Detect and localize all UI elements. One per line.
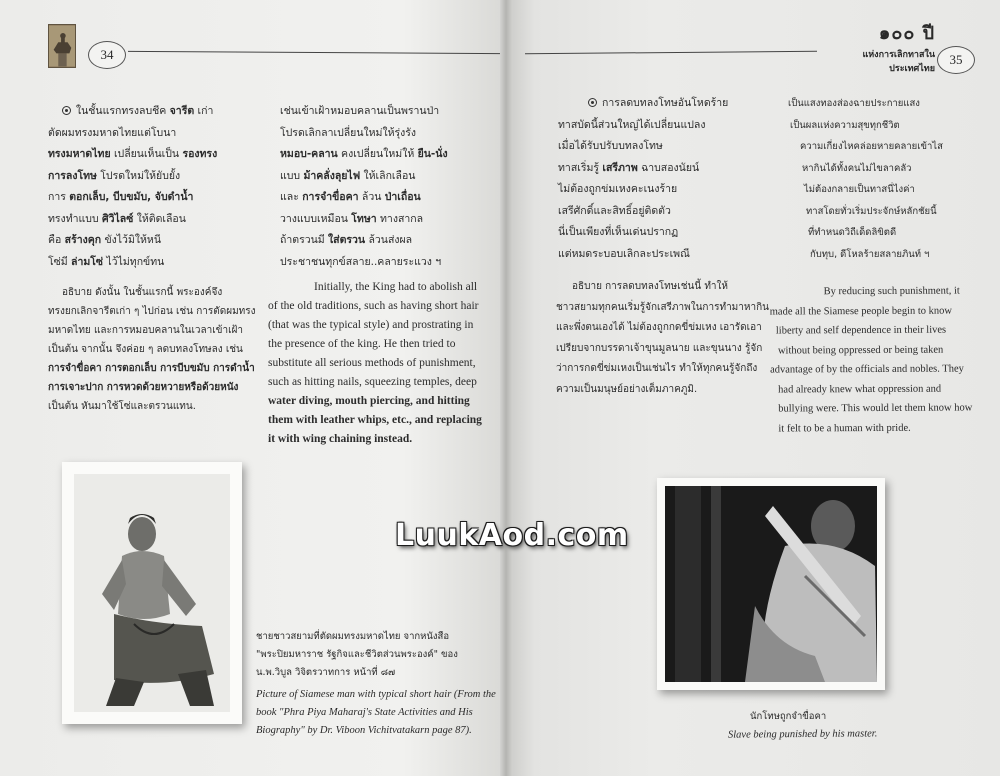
verse-line: หมอบ-คลาน คงเปลี่ยนใหม่ให้ ยืน-นั่ง bbox=[280, 148, 448, 160]
explanation-line: การเจาะปาก การหวดด้วยหวายหรือด้วยหนัง bbox=[48, 382, 239, 393]
punished-slave-photo bbox=[657, 478, 885, 690]
verse-line: แต่หมดระบอบเลิกละประเพณี bbox=[558, 247, 690, 260]
header-rule-left bbox=[128, 51, 500, 54]
explanation-line: ว่าการกดขี่ข่มเหงเป็นเช่นไร ทำให้ทุกคนรู้จักถึง bbox=[556, 363, 758, 374]
verse-line: ทรงทำแบบ ศิวิไลซ์ ให้ติดเลือน bbox=[48, 212, 186, 225]
left-thai-verse-col2 bbox=[280, 101, 448, 273]
caption-thai-line: ชายชาวสยามที่ตัดผมทรงมหาดไทย จากหนังสือ bbox=[256, 631, 450, 642]
caption-thai-line: "พระปิยมหาราช รัฐกิจและชีวิตส่วนพระองค์" ของ bbox=[256, 649, 458, 660]
verse-line: ประชาชนทุกข์สลาย..คลายระแวง ฯ bbox=[280, 255, 442, 268]
english-line: them with leather whips, etc., and replacing bbox=[268, 414, 482, 426]
verse-line: การ ตอกเล็บ, บีบขมับ, จับดำน้ำ bbox=[48, 191, 194, 203]
verse-line: ไม่ต้องกลายเป็นทาสนี่ไงค่า bbox=[804, 184, 915, 195]
verse-line: เป็นผลแห่งความสุขทุกชีวิต bbox=[790, 119, 900, 131]
explanation-line: ทรงยกเลิกจารีตเก่า ๆ ไปก่อน เช่น การตัดผมทรง bbox=[48, 306, 256, 317]
verse-line: โปรดเลิกลาเปลี่ยนใหม่ให้รุ่งรัง bbox=[280, 126, 417, 139]
verse-line: วางแบบเหมือน โทษา ทางสากล bbox=[280, 212, 424, 225]
english-line: Initially, the King had to abolish all bbox=[314, 281, 478, 293]
verse-line: ไม่ต้องถูกข่มเหงคะเนงร้าย bbox=[558, 183, 678, 195]
explanation-line: อธิบาย การลดบทลงโทษเช่นนี้ ทำให้ bbox=[572, 281, 729, 292]
verse-line: ทาสเริ่มรู้ เสรีภาพ ฉาบสองนัยน์ bbox=[558, 161, 700, 174]
page-number-right: 35 bbox=[937, 46, 975, 74]
header-subtitle: แห่งการเลิกทาสในประเทศไทย bbox=[862, 50, 935, 74]
explanation-line: อธิบาย ดังนั้น ในชั้นแรกนี้ พระองค์จึง bbox=[62, 287, 223, 298]
verse-line: และ การจำขื่อคา ล้วน ป่าเถื่อน bbox=[280, 191, 421, 203]
caption-english-line: Biography" by Dr. Viboon Vichitvatakarn page 87). bbox=[256, 725, 472, 736]
english-line: the presence of the king. He then tried to bbox=[268, 338, 456, 350]
english-line: without being oppressed or being taken bbox=[777, 344, 944, 356]
explanation-line: และพึ่งตนเองได้ ไม่ต้องถูกกดขี่ข่มเหง เอารัดเอา bbox=[556, 322, 762, 333]
verse-line: โซ่มี ล่ามโซ่ ไว้ไม่ทุกข์ทน bbox=[48, 255, 165, 268]
english-line: had already knew what oppression and bbox=[778, 383, 942, 395]
watermark: LuukAod.com bbox=[395, 518, 629, 553]
bullet-icon bbox=[588, 98, 597, 107]
slave-photograph bbox=[665, 486, 877, 682]
left-english-text bbox=[268, 278, 482, 449]
verse-line: ตัดผมทรงมหาดไทยแต่โบนา bbox=[48, 126, 177, 139]
explanation-line: มหาดไทย และการหมอบคลานในเวลาเข้าเฝ้า bbox=[48, 325, 243, 336]
header-rule-right bbox=[525, 51, 817, 55]
caption-english-line: book "Phra Piya Maharaj's State Activities and His bbox=[256, 707, 473, 718]
right-thai-verse-col1 bbox=[558, 93, 728, 265]
verse-line: การลงโทษ โปรดใหม่ให้ยับยั้ง bbox=[48, 169, 181, 182]
page-number-left: 34 bbox=[88, 41, 126, 69]
header-title: ๑๐๐ ปี bbox=[878, 23, 935, 44]
english-line: bullying were. This would let them know how bbox=[778, 402, 973, 415]
english-line: of the old traditions, such as having short hair bbox=[268, 300, 479, 312]
english-line: such as hitting nails, squeezing temples, deep bbox=[268, 376, 477, 388]
verse-line: เช่นเข้าเฝ้าหมอบคลานเป็นพรานป่า bbox=[280, 105, 440, 117]
verse-line: ความเกี่ยงไหคล่อยหายคลายเข้าไส bbox=[800, 141, 943, 152]
bullet-icon bbox=[62, 106, 71, 115]
left-thai-explanation bbox=[48, 283, 256, 416]
english-line: it with wing chaining instead. bbox=[268, 433, 413, 445]
book-title-header bbox=[817, 18, 935, 75]
statue-icon bbox=[49, 25, 75, 67]
explanation-line: ชาวสยามทุกคนเริ่มรู้จักเสรีภาพในการทำมาหากิน bbox=[556, 301, 769, 313]
verse-line: เสรีศักดิ์และสิทธิ์อยู่ติดตัว bbox=[558, 204, 671, 217]
explanation-line: การจำขื่อคา การตอกเล็บ การบีบขมับ การดำน้ำ bbox=[48, 363, 255, 374]
verse-line: ทรงมหาดไทย เปลี่ยนเห็นเป็น รองทรง bbox=[48, 148, 218, 160]
caption-english-line: Picture of Siamese man with typical short hair (From the bbox=[256, 689, 496, 700]
verse-line: แบบ ม้าคลั่งลุยไฟ ให้เลิกเลือน bbox=[280, 169, 416, 182]
left-thai-verse-col1 bbox=[48, 101, 218, 273]
explanation-line: ความเป็นมนุษย์อย่างเต็มภาคภูมิ. bbox=[556, 383, 698, 395]
siamese-man-photo bbox=[62, 462, 242, 724]
caption-thai-line: น.พ.วิบูล วิจิตรวาทการ หน้าที่ ๘๗ bbox=[256, 667, 396, 678]
english-line: made all the Siamese people begin to know bbox=[769, 305, 953, 318]
english-line: it felt to be a human with pride. bbox=[778, 422, 911, 434]
verse-line: ที่ทำหนดวิถีเด็ดลิขิตดี bbox=[808, 227, 897, 238]
verse-line: นี่เป็นเพียงที่เห็นเด่นปรากฏ bbox=[558, 226, 679, 238]
english-line: substitute all serious methods of punishment, bbox=[268, 357, 476, 369]
right-photo-caption-thai: นักโทษถูกจำขื่อคา bbox=[750, 711, 827, 722]
man-sketch-illustration bbox=[74, 474, 230, 712]
english-line: advantage of by the officials and nobles. They bbox=[770, 363, 964, 376]
verse-line: เป็นแสงทองส่องฉายประกายแสง bbox=[788, 98, 920, 109]
verse-line: ในชั้นแรกทรงลบชีค จารีต เก่า bbox=[62, 101, 217, 123]
verse-line: ทาสบัดนี้ส่วนใหญ่ได้เปลี่ยนแปลง bbox=[558, 118, 706, 131]
right-thai-explanation bbox=[556, 277, 769, 400]
book-gutter bbox=[500, 0, 512, 776]
right-photo-caption-english: Slave being punished by his master. bbox=[727, 728, 878, 741]
explanation-line: เป็นต้น หันมาใช้โซ่และตรวนแทน. bbox=[48, 401, 196, 412]
english-line: water diving, mouth piercing, and hitting bbox=[268, 395, 470, 407]
verse-line: คือ สร้างคุก ขังไว้มิให้หนี bbox=[48, 234, 162, 246]
verse-line: หากินได้ทั้งคนไม่ไขลาคลัว bbox=[802, 162, 912, 174]
verse-line: กับทุบ, ดีโหลร้ายสลายภินท์ ฯ bbox=[810, 248, 930, 260]
verse-line: การลดบทลงโทษอันโหดร้าย bbox=[588, 93, 728, 115]
english-line: liberty and self dependence in their lives bbox=[775, 324, 947, 337]
english-line: By reducing such punishment, it bbox=[823, 285, 960, 298]
right-english-text bbox=[770, 281, 973, 438]
equestrian-statue-thumbnail bbox=[48, 24, 76, 68]
right-thai-verse-col2 bbox=[790, 93, 943, 265]
verse-line: ทาสโดยทั่วเริ่มประจักษ์หลักชัยนี้ bbox=[806, 205, 937, 217]
english-line: (that was the typical style) and prostrating in bbox=[268, 319, 474, 331]
verse-line: เมื่อได้รับปรับบทลงโทษ bbox=[558, 140, 663, 152]
verse-line: ถ้าตรวนมี ใส่ตรวน ล้วนส่งผล bbox=[280, 234, 413, 246]
explanation-line: เปรียบจากบรรดาเจ้าขุนมูลนาย และขุนนาง รู้จัก bbox=[556, 342, 763, 354]
explanation-line: เป็นต้น จากนั้น จึงค่อย ๆ ลดบทลงโทษลง เช่น bbox=[48, 344, 243, 355]
left-photo-caption bbox=[256, 628, 496, 740]
